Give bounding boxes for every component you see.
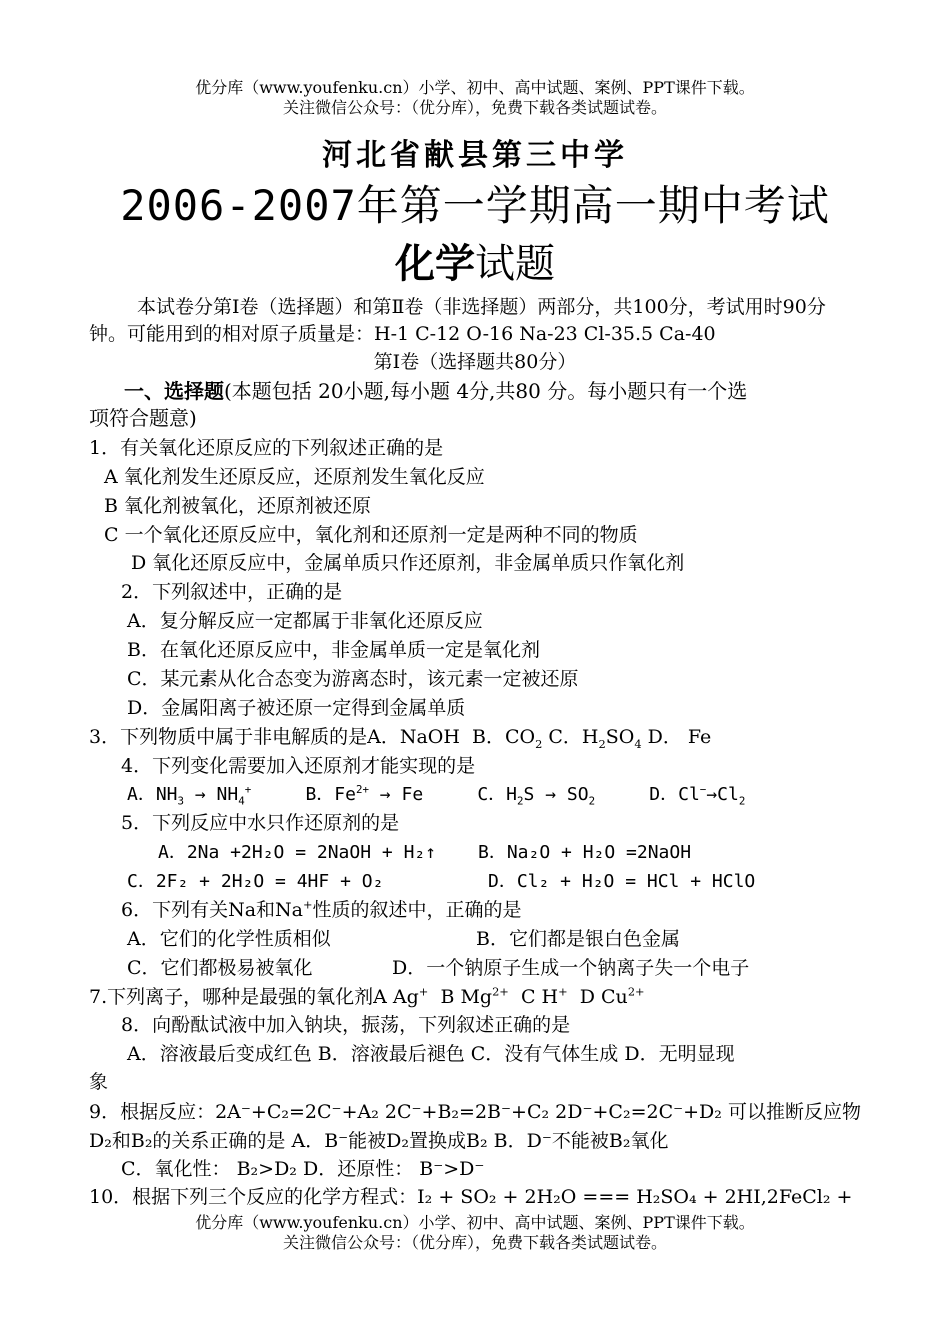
q3-sub-4: 4	[634, 736, 642, 751]
q1-option-a: A 氧化剂发生还原反应，还原剂发生氧化反应	[104, 466, 485, 488]
q5-option-d: D．Cl₂ + H₂O = HCl + HClO	[488, 871, 756, 892]
q8-options-line-2: 象	[89, 1071, 109, 1093]
q1-option-d: D 氧化还原反应中，金属单质只作还原剂，非金属单质只作氧化剂	[131, 552, 685, 574]
q4-a-sub2: 4	[238, 794, 245, 808]
q6-stem	[121, 897, 522, 923]
q9-line-2: D₂和B₂的关系正确的是 A．B⁻能被D₂置换成B₂ B．D⁻不能被B₂氧化	[89, 1130, 669, 1152]
q4-b-sup: 2+	[355, 783, 369, 796]
q7-b-sup: 2+	[492, 984, 509, 999]
q4-option-c: C．H	[477, 784, 518, 805]
q4-c-rest: S → SO	[523, 784, 589, 805]
q4-a-sub: 3	[177, 794, 185, 808]
q8-stem: 8．向酚酞试液中加入钠块，振荡，下列叙述正确的是	[121, 1014, 571, 1036]
q5-option-c: C．2F₂ + 2H₂O = 4HF + O₂	[127, 871, 384, 892]
section1-label: 一、选择题	[124, 379, 224, 403]
header-line-1: 优分库（www.youfenku.cn）小学、初中、高中试题、案例、PPT课件下载。	[195, 78, 755, 97]
q2-option-d: D．金属阳离子被还原一定得到金属单质	[127, 697, 466, 719]
exam-title: 2006-2007年第一学期高一期中考试	[120, 181, 830, 230]
q5-option-a: A．2Na +2H₂O = 2NaOH + H₂↑	[158, 842, 437, 863]
q6-option-a: A．它们的化学性质相似	[127, 928, 331, 950]
q3-option-b: B．CO	[472, 726, 536, 748]
q4-a-sup: +	[244, 783, 252, 796]
q4-b-rest: → Fe	[368, 784, 424, 805]
intro-line-1: 本试卷分第Ⅰ卷（选择题）和第Ⅱ卷（非选择题）两部分，共100分，考试用时90分	[137, 296, 826, 318]
q6-stem-pre: 6．下列有关Na和Na	[121, 899, 303, 921]
q1-option-c: C 一个氧化还原反应中，氧化剂和还原剂一定是两种不同的物质	[104, 524, 638, 546]
q8-options-line-1: A．溶液最后变成红色 B．溶液最后褪色 C．没有气体生成 D．无明显现	[127, 1043, 735, 1065]
q3-stem: 3．下列物质中属于非电解质的是	[89, 726, 368, 748]
q2-option-b: B．在氧化还原反应中，非金属单质一定是氧化剂	[127, 639, 540, 661]
q7-option-b: B Mg	[440, 986, 493, 1008]
q7-option-d: D Cu	[579, 986, 628, 1008]
q6-option-d: D．一个钠原子生成一个钠离子失一个电子	[392, 957, 750, 979]
q4-d-sup: −	[699, 783, 707, 796]
q6-stem-post: 性质的叙述中，正确的是	[312, 899, 522, 921]
q3-line	[89, 724, 711, 750]
q3-option-d: D． Fe	[647, 726, 712, 748]
q7-c-sup: +	[558, 984, 568, 999]
q3-sub-2: 2	[535, 736, 543, 751]
q6-option-c: C．它们都极易被氧化	[127, 957, 313, 979]
q4-d-sub: 2	[738, 794, 746, 808]
header-line-2: 关注微信公众号：（优分库），免费下载各类试题试卷。	[282, 98, 667, 117]
q2-option-a: A．复分解反应一定都属于非氧化还原反应	[127, 610, 483, 632]
q4-c-sub: 2	[517, 794, 524, 808]
q7-a-sup: +	[418, 984, 429, 999]
q2-option-c: C．某元素从化合态变为游离态时，该元素一定被还原	[127, 668, 579, 690]
q6-option-b: B．它们都是银白色金属	[476, 928, 680, 950]
q7-option-a: A Ag	[373, 986, 419, 1008]
q9-line-1: 9．根据反应：2A⁻+C₂=2C⁻+A₂ 2C⁻+B₂=2B⁻+C₂ 2D⁻+C₂=2C⁻+D₂ 可以推断反应物	[89, 1101, 861, 1123]
q4-d-rest: →Cl	[706, 784, 739, 805]
q5-stem: 5．下列反应中水只作还原剂的是	[121, 812, 400, 834]
q4-option-b: B．Fe	[305, 784, 356, 805]
subject-title-rest: 试题	[475, 241, 555, 287]
q7-stem: 7.下列离子，哪种是最强的氧化剂	[89, 986, 374, 1008]
q4-c-sub2: 2	[588, 794, 596, 808]
q4-a-arrow: → NH	[184, 784, 239, 805]
q3-option-a: A．NaOH	[367, 726, 460, 748]
footer-line-2: 关注微信公众号：（优分库），免费下载各类试题试卷。	[282, 1233, 667, 1252]
q4-option-a: A．NH	[127, 784, 178, 805]
q3-option-c: C．H	[548, 726, 599, 748]
q6-stem-sup: +	[303, 897, 313, 912]
q3-sub-2b: 2	[598, 736, 606, 751]
q9-line-3: C．氧化性： B₂>D₂ D．还原性： B⁻>D⁻	[121, 1158, 485, 1180]
q1-option-b: B 氧化剂被氧化，还原剂被还原	[104, 495, 372, 517]
q10-line-1: 10．根据下列三个反应的化学方程式：I₂ + SO₂ + 2H₂O === H₂SO₄ + 2HI,2FeCl₂ +	[89, 1186, 853, 1208]
q2-stem: 2．下列叙述中，正确的是	[121, 581, 343, 603]
q4-stem: 4．下列变化需要加入还原剂才能实现的是	[121, 755, 476, 777]
section1-line-1	[124, 378, 747, 404]
q1-stem: 1．有关氧化还原反应的下列叙述正确的是	[89, 437, 444, 459]
subject-title-bold: 化学	[395, 241, 475, 287]
intro-line-2: 钟。可能用到的相对原子质量是：H-1 C-12 O-16 Na-23 Cl-35.5 Ca-40	[89, 323, 716, 345]
section1-line-2: 项符合题意)	[89, 406, 197, 430]
q7-option-c: C H	[520, 986, 559, 1008]
school-title: 河北省献县第三中学	[322, 138, 628, 173]
q7-d-sup: 2+	[627, 984, 645, 999]
section1-desc: (本题包括 20小题,每小题 4分,共80 分。每小题只有一个选	[224, 379, 748, 403]
part1-heading: 第Ⅰ卷（选择题共80分）	[373, 351, 577, 373]
footer-line-1: 优分库（www.youfenku.cn）小学、初中、高中试题、案例、PPT课件下载。	[195, 1213, 755, 1232]
q5-option-b: B．Na₂O + H₂O =2NaOH	[478, 842, 692, 863]
subject-title	[0, 240, 950, 288]
q4-option-d: D．Cl	[649, 784, 700, 805]
q7-line	[89, 984, 645, 1010]
q3-so: SO	[605, 726, 635, 748]
q4-options	[127, 782, 745, 808]
